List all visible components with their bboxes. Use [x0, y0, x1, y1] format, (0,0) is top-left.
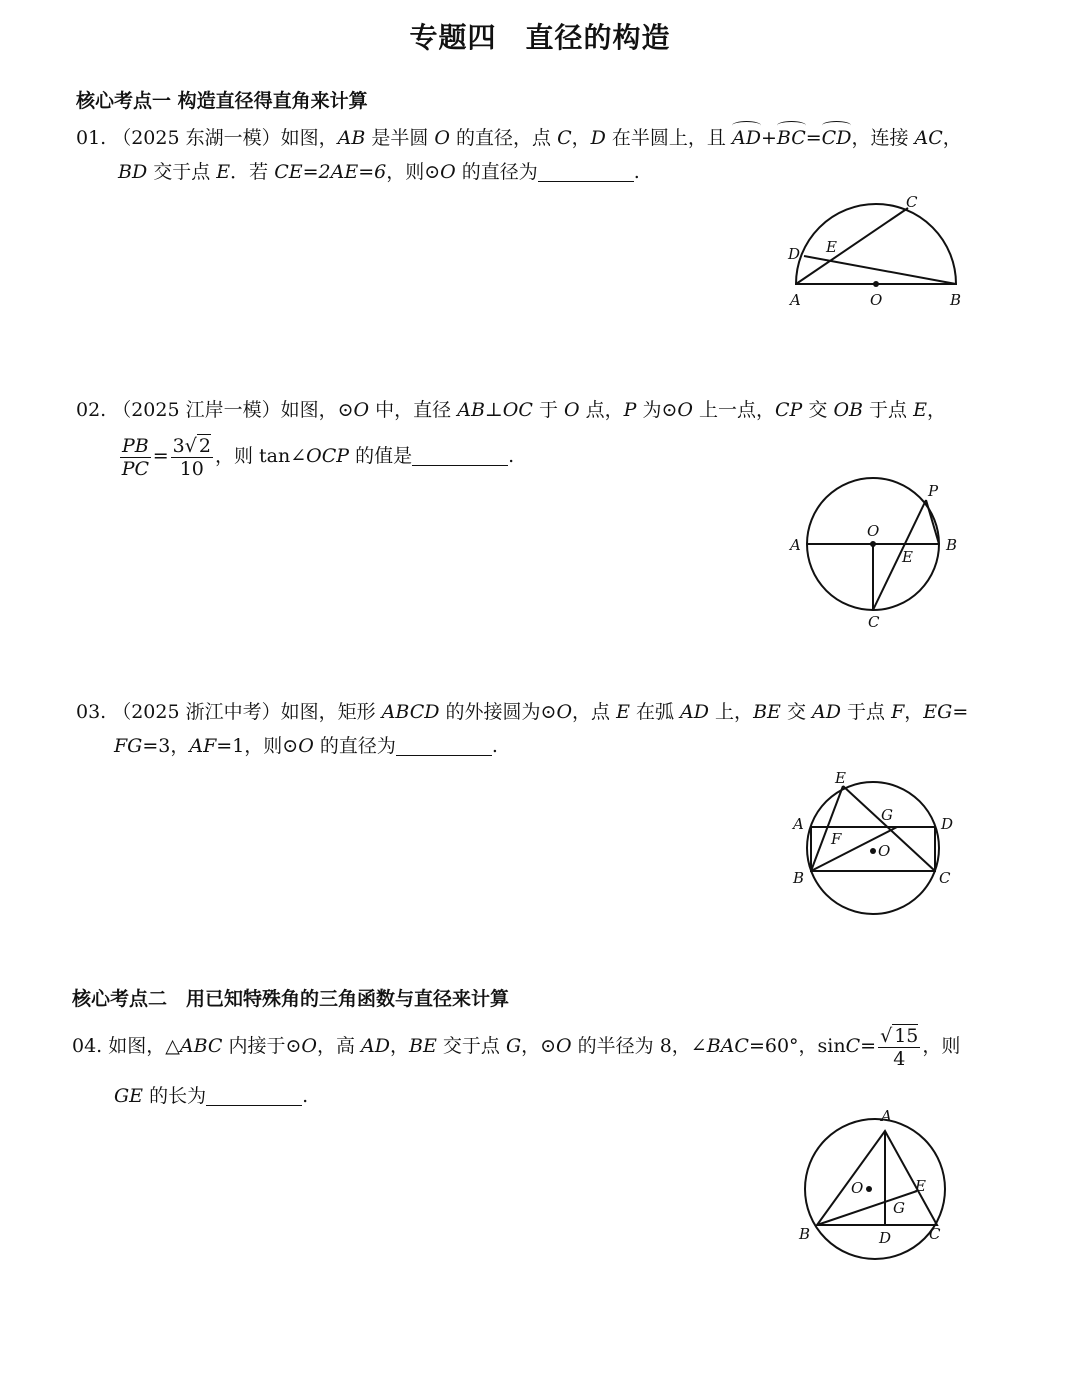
- figure-01-semicircle: [780, 190, 980, 320]
- segment-pb: [926, 500, 939, 544]
- label-d: D: [788, 245, 801, 263]
- problem-number: 02.: [76, 399, 107, 421]
- math-var: BAC: [706, 1035, 749, 1057]
- problem-text: 的直径为: [455, 161, 538, 183]
- math-var: O: [556, 701, 573, 723]
- radicand: 15: [894, 1025, 919, 1047]
- figure-03-rectangle-circle: [785, 765, 975, 925]
- arc-notation: AD: [732, 124, 761, 152]
- label-b: B: [946, 536, 958, 554]
- problem-text: 交于点: [147, 161, 217, 183]
- math-var: E: [216, 161, 231, 183]
- math-var: GE: [114, 1085, 144, 1107]
- fraction-numerator: √ 15: [880, 1025, 919, 1047]
- problem-03-line-1: [76, 698, 968, 726]
- figure-04-triangle-circle: [795, 1105, 975, 1265]
- arc-notation: BC: [777, 124, 806, 152]
- problem-04-line-2: [114, 1082, 308, 1110]
- problem-text: 于: [532, 399, 564, 421]
- math-var: P: [623, 399, 637, 421]
- problem-text: ，则 tan∠: [214, 445, 307, 467]
- label-o: O: [867, 522, 880, 540]
- problem-text: .: [633, 161, 640, 183]
- problem-text: =3，: [142, 735, 190, 757]
- label-b: B: [950, 291, 962, 309]
- problem-text: 上，: [709, 701, 754, 723]
- math-var: OC: [502, 399, 533, 421]
- math-var: OCP: [306, 445, 350, 467]
- math-var: AB: [457, 399, 485, 421]
- problem-text: ，⊙: [521, 1035, 557, 1057]
- problem-number: 04.: [72, 1035, 103, 1057]
- math-var: CP: [775, 399, 803, 421]
- center-point: [873, 281, 879, 287]
- problem-text: 交: [802, 399, 834, 421]
- label-e: E: [835, 769, 846, 787]
- problem-source: （2025 江岸一模）: [112, 399, 281, 421]
- problem-text: 于点: [840, 701, 892, 723]
- math-var: AC: [914, 127, 943, 149]
- math-var: O: [564, 399, 580, 421]
- label-a: A: [793, 815, 804, 833]
- problem-source: （2025 东湖一模）: [112, 127, 281, 149]
- problem-text: 为⊙: [636, 399, 678, 421]
- problem-01-line-2: [118, 158, 640, 186]
- math-var: O: [434, 127, 450, 149]
- label-f: F: [831, 830, 842, 848]
- problem-text: ，: [942, 127, 962, 149]
- math-var: E: [616, 701, 630, 723]
- math-var: AB: [337, 127, 366, 149]
- label-c: C: [929, 1225, 941, 1243]
- label-c: C: [868, 613, 880, 631]
- math-var: ABC: [179, 1035, 223, 1057]
- label-p: P: [928, 482, 939, 500]
- segment-bd: [804, 256, 956, 284]
- label-c: C: [906, 193, 918, 211]
- problem-04-line-1: [72, 1022, 960, 1070]
- fraction-denominator: 4: [893, 1048, 906, 1070]
- math-var: BE: [753, 701, 781, 723]
- problem-text: ，点: [572, 701, 617, 723]
- problem-text: ，高: [316, 1035, 362, 1057]
- problem-text: =60°，sin: [748, 1035, 846, 1057]
- problem-text: 的直径为: [313, 735, 396, 757]
- problem-text: 是半圆: [365, 127, 435, 149]
- problem-text: 的直径，点: [450, 127, 558, 149]
- problem-number: 01.: [76, 127, 107, 149]
- label-a: A: [881, 1107, 892, 1125]
- fraction-value: [171, 434, 213, 480]
- math-var: C: [845, 1035, 861, 1057]
- problem-text: ，则⊙: [386, 161, 441, 183]
- problem-text: 如图，△: [108, 1035, 180, 1057]
- math-var: OB: [833, 399, 863, 421]
- math-var: D: [590, 127, 606, 149]
- math-var: AD: [812, 701, 841, 723]
- problem-text: 中，直径: [369, 399, 458, 421]
- problem-02-line-2: [118, 434, 514, 480]
- label-a: A: [790, 536, 801, 554]
- problem-text: 交于点: [436, 1035, 506, 1057]
- math-op: =: [152, 445, 169, 467]
- center-point: [870, 848, 876, 854]
- math-expr: CE=2AE=6: [274, 161, 387, 183]
- problem-text: 在弧: [629, 701, 681, 723]
- fraction-numerator: 3√ 2: [172, 435, 211, 457]
- problem-text: ，连接: [851, 127, 915, 149]
- math-op: +: [760, 127, 777, 149]
- math-expr: EG=: [923, 701, 969, 723]
- math-var: AF: [189, 735, 217, 757]
- coefficient: 3: [172, 435, 185, 457]
- fraction-pb-pc: [120, 435, 151, 480]
- math-var: C: [557, 127, 572, 149]
- label-e: E: [915, 1177, 926, 1195]
- label-c: C: [939, 869, 951, 887]
- label-d: D: [879, 1229, 892, 1247]
- problem-text: 在半圆上，且: [605, 127, 732, 149]
- radicand: 2: [198, 435, 211, 457]
- label-o: O: [870, 291, 883, 309]
- problem-text: 如图，: [280, 127, 338, 149]
- center-point: [866, 1186, 872, 1192]
- problem-text: 交: [780, 701, 812, 723]
- problem-text: 上一点，: [692, 399, 776, 421]
- problem-text: 的值是: [349, 445, 413, 467]
- problem-text: ，: [926, 399, 946, 421]
- math-var: ABCD: [381, 701, 440, 723]
- problem-text: .: [508, 445, 515, 467]
- math-var: O: [440, 161, 456, 183]
- answer-blank[interactable]: [206, 1085, 302, 1106]
- segment-be: [811, 786, 843, 871]
- math-var: G: [505, 1035, 522, 1057]
- problem-text: .: [302, 1085, 309, 1107]
- math-op: =: [860, 1035, 877, 1057]
- problem-text: 如图，矩形: [280, 701, 382, 723]
- problem-text: 的半径为 8，∠: [571, 1035, 707, 1057]
- arc-notation: CD: [822, 124, 852, 152]
- label-g: G: [893, 1199, 905, 1217]
- label-e: E: [826, 238, 837, 256]
- math-var: O: [353, 399, 370, 421]
- math-var: FG: [114, 735, 143, 757]
- problem-text: =1，则⊙: [216, 735, 299, 757]
- problem-text: ．若: [230, 161, 275, 183]
- section-heading-1: 核心考点一 构造直径得直角来计算: [76, 90, 368, 112]
- problem-text: 点，: [579, 399, 624, 421]
- math-var: AD: [680, 701, 710, 723]
- problem-text: ，则: [922, 1035, 961, 1057]
- math-op: =: [805, 127, 822, 149]
- problem-source: （2025 浙江中考）: [112, 701, 281, 723]
- problem-01-line-1: [76, 124, 962, 152]
- problem-text: .: [491, 735, 498, 757]
- problem-02-line-1: [76, 396, 946, 424]
- semicircle-shape: [796, 204, 956, 284]
- math-var: O: [556, 1035, 572, 1057]
- problem-text: 的长为: [143, 1085, 207, 1107]
- page-title: 专题四 直径的构造: [409, 21, 671, 54]
- label-e: E: [902, 548, 913, 566]
- problem-text: ，: [904, 701, 924, 723]
- math-var: BD: [118, 161, 148, 183]
- fraction-sin-c: [878, 1024, 920, 1070]
- math-var: E: [913, 399, 927, 421]
- fraction-denominator: 10: [179, 458, 204, 480]
- math-var: O: [301, 1035, 317, 1057]
- figure-02-circle: [780, 470, 980, 640]
- math-var: BE: [409, 1035, 437, 1057]
- answer-blank[interactable]: [538, 161, 634, 182]
- problem-text: 于点: [862, 399, 914, 421]
- fraction-denominator: PC: [121, 457, 150, 480]
- answer-blank[interactable]: [396, 735, 492, 756]
- label-b: B: [793, 869, 805, 887]
- section-heading-2: 核心考点二 用已知特殊角的三角函数与直径来计算: [72, 988, 510, 1010]
- answer-blank[interactable]: [412, 445, 508, 466]
- label-g: G: [881, 806, 893, 824]
- problem-text: 的外接圆为⊙: [439, 701, 557, 723]
- label-o: O: [878, 842, 891, 860]
- math-var: O: [677, 399, 693, 421]
- center-point: [870, 541, 876, 547]
- problem-text: ，: [389, 1035, 409, 1057]
- label-b: B: [799, 1225, 811, 1243]
- math-op: ⊥: [484, 399, 503, 421]
- problem-number: 03.: [76, 701, 107, 723]
- fraction-numerator: PB: [122, 434, 149, 457]
- problem-03-line-2: [114, 732, 498, 760]
- math-var: AD: [361, 1035, 390, 1057]
- label-d: D: [941, 815, 954, 833]
- math-var: O: [298, 735, 314, 757]
- problem-text: ，: [571, 127, 591, 149]
- math-var: F: [891, 701, 905, 723]
- problem-text: 内接于⊙: [222, 1035, 302, 1057]
- label-o: O: [851, 1179, 864, 1197]
- problem-text: 如图，⊙: [280, 399, 354, 421]
- label-a: A: [790, 291, 801, 309]
